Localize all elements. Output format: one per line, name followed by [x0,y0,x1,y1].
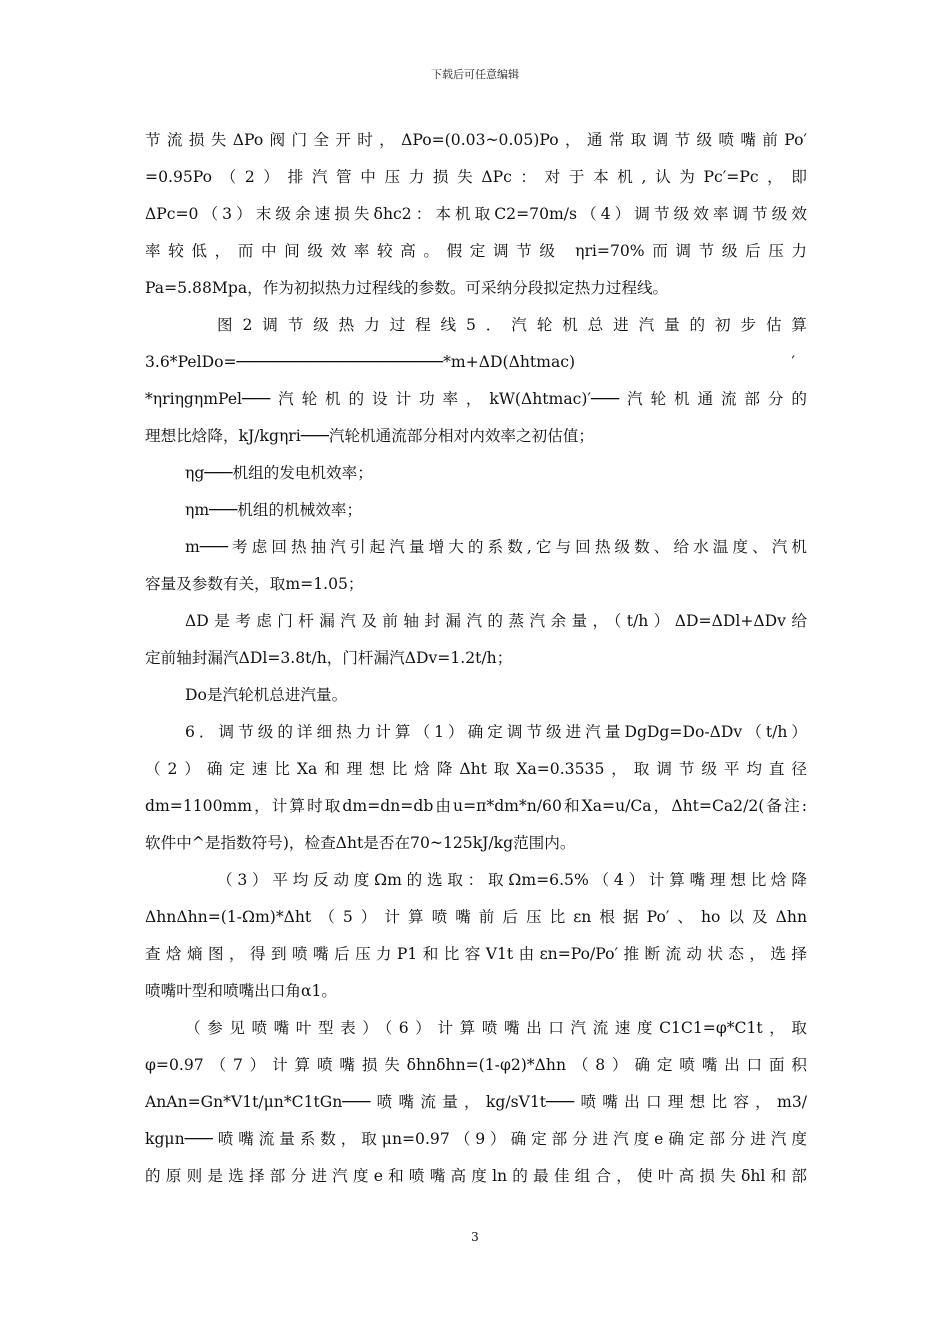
formula-text: 3.6*PelDo=──────────────────────*m+ΔD(Δhtmac) [145,353,576,371]
text-line: Pa=5.88Mpa，作为初拟热力过程线的参数。可采纳分段拟定热力过程线。 [145,279,669,297]
prime-mark: ′ [791,353,795,371]
text-line: 喷嘴叶型和喷嘴出口角α1。 [145,982,337,1000]
text-line: kgμn───喷嘴流量系数，取μn=0.97（9）确定部分进汽度e确定部分进汽度 [145,1130,807,1148]
text-line: ηg───机组的发电机效率； [185,464,373,482]
text-line: 容量及参数有关，取m=1.05； [145,575,364,593]
text-line: dm=1100mm，计算时取dm=dn=db由u=π*dm*n/60和Xa=u/Ca，Δht=Ca2/2(备注: [145,797,807,815]
text-line: φ=0.97（7）计算喷嘴损失δhnδhn=(1-φ2)*Δhn（8）确定喷嘴出口面积 [145,1056,807,1074]
text-line: m───考虑回热抽汽引起汽量增大的系数,它与回热级数、给水温度、汽机 [185,538,807,556]
text-line: （2）确定速比Xa和理想比焓降Δht取Xa=0.3535，取调节级平均直径 [145,760,807,778]
text-line: Do是汽轮机总进汽量。 [185,686,348,704]
text-line: （参见喷嘴叶型表）（6）计算喷嘴出口汽流速度C1C1=φ*C1t，取 [185,1019,807,1037]
text-line: 的原则是选择部分进汽度e和喷嘴高度ln的最佳组合，使叶高损失δhl和部 [145,1167,807,1185]
page-number: 3 [471,1230,479,1244]
text-line: ΔPc=0（3）末级余速损失δhc2：本机取C2=70m/s（4）调节级效率调节级效 [145,205,807,223]
text-line: ηm───机组的机械效率； [185,501,363,519]
text-line: 6．调节级的详细热力计算（1）确定调节级进汽量DgDg=Do-ΔDv（t/h） [185,723,807,741]
text-line: 定前轴封漏汽ΔDl=3.8t/h，门杆漏汽ΔDv=1.2t/h； [145,649,513,667]
body-text [145,122,807,1195]
text-line: 节流损失ΔPo阀门全开时，ΔPo=(0.03~0.05)Po，通常取调节级喷嘴前Po′ [145,131,807,149]
text-line: ΔhnΔhn=(1-Ωm)*Δht（5）计算喷嘴前后压比εn根据Po′、ho以及Δhn [145,908,807,926]
text-line: AnAn=Gn*V1t/μn*C1tGn───喷嘴流量，kg/sV1t───喷嘴出口理想比容，m3/ [145,1093,807,1111]
page-header: 下载后可任意编辑 [431,68,519,81]
formula-line [145,344,807,381]
text-line: 图2调节级热力过程线5．汽轮机总进汽量的初步估算 [217,316,807,334]
text-line: 理想比焓降，kJ/kgηri───汽轮机通流部分相对内效率之初估值； [145,427,594,445]
text-line: ΔD是考虑门杆漏汽及前轴封漏汽的蒸汽余量，（t/h）ΔD=ΔDl+ΔDv给 [185,612,807,630]
text-line: 率较低，而中间级效率较高。假定调节级 ηri=70%而调节级后压力 [145,242,807,260]
text-line: =0.95Po（2）排汽管中压力损失ΔPc：对于本机,认为Pc′=Pc，即 [145,168,807,186]
text-line: 查焓熵图，得到喷嘴后压力P1和比容V1t由εn=Po/Po′推断流动状态，选择 [145,945,807,963]
text-line: （3）平均反动度Ωm的选取：取Ωm=6.5%（4）计算嘴理想比焓降 [217,871,807,889]
text-line: 软件中^是指数符号)，检查Δht是否在70~125kJ/kg范围内。 [145,834,576,852]
text-line: *ηriηgηmPel───汽轮机的设计功率，kW(Δhtmac)′───汽轮机通流部分的 [145,390,807,408]
